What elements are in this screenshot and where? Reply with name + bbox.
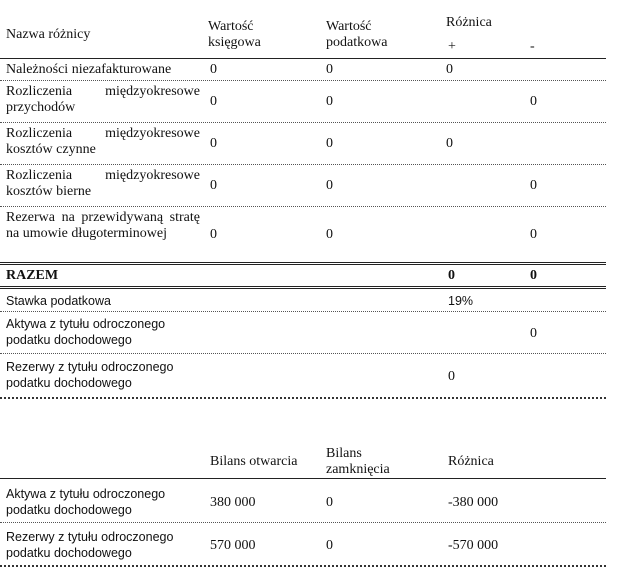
row-closing: 0 (326, 538, 333, 553)
row-tax-value: 0 (326, 94, 333, 109)
row-difference: -570 000 (448, 538, 499, 553)
row-name: Rezerwa na przewidywaną stratę na umowie długoterminowej (6, 210, 200, 241)
row-tax-value: 0 (326, 62, 333, 77)
total-plus: 0 (448, 268, 455, 283)
row-divider (0, 164, 606, 165)
table-bottom-border (0, 397, 606, 399)
row-closing: 0 (326, 495, 333, 510)
header-plus: + (448, 39, 456, 54)
row-difference: -380 000 (448, 495, 499, 510)
row-book-value: 0 (210, 62, 217, 77)
row-book-value: 0 (210, 178, 217, 193)
row-minus: 0 (530, 227, 537, 242)
row-divider (0, 522, 606, 523)
row-minus: 0 (530, 178, 537, 193)
deferred-asset-label: Aktywa z tytułu odroczonego podatku dochodowego (6, 317, 166, 347)
row-tax-value: 0 (326, 227, 333, 242)
deferred-asset-minus: 0 (530, 326, 537, 341)
row-name: Rozliczenia międzyokresowe kosztów bierne (6, 168, 200, 199)
row-book-value: 0 (210, 94, 217, 109)
row-divider (0, 311, 606, 312)
row-book-value: 0 (210, 227, 217, 242)
total-divider-top (0, 262, 606, 265)
total-divider-bottom (0, 286, 606, 289)
row-plus: 0 (446, 136, 453, 151)
deferred-reserve-plus: 0 (448, 369, 455, 384)
tax-rate-value: 19% (448, 294, 474, 308)
header-difference: Różnica (446, 15, 492, 30)
header-minus: - (530, 39, 535, 54)
row-divider (0, 122, 606, 123)
row-divider (0, 80, 606, 81)
table-bottom-border (0, 565, 606, 567)
row-tax-value: 0 (326, 178, 333, 193)
row-name: Rozliczenia międzyokresowe przychodów (6, 84, 200, 115)
row-divider (0, 206, 606, 207)
row-name: Rezerwy z tytułu odroczonego podatku dochodowego (6, 530, 174, 560)
row-divider (0, 353, 606, 354)
header-divider (0, 58, 606, 59)
header-opening: Bilans otwarcia (210, 454, 298, 469)
total-label: RAZEM (6, 268, 59, 283)
row-tax-value: 0 (326, 136, 333, 151)
header-tax-value: Wartość podatkowa (326, 19, 388, 50)
row-minus: 0 (530, 94, 537, 109)
deferred-reserve-label: Rezerwy z tytułu odroczonego podatku dochodowego (6, 360, 174, 390)
row-name: Rozliczenia międzyokresowe kosztów czynne (6, 126, 200, 157)
row-name: Należności niezafakturowane (6, 62, 172, 77)
row-opening: 570 000 (210, 538, 256, 553)
header-book-value: Wartość księgowa (208, 19, 261, 50)
tax-rate-label: Stawka podatkowa (6, 294, 111, 308)
header-divider (0, 478, 606, 479)
total-minus: 0 (530, 268, 537, 283)
row-plus: 0 (446, 62, 453, 77)
header-name: Nazwa różnicy (6, 27, 91, 42)
header-difference: Różnica (448, 454, 494, 469)
row-book-value: 0 (210, 136, 217, 151)
row-name: Aktywa z tytułu odroczonego podatku dochodowego (6, 487, 166, 517)
header-closing: Bilans zamknięcia (326, 446, 390, 477)
row-opening: 380 000 (210, 495, 256, 510)
